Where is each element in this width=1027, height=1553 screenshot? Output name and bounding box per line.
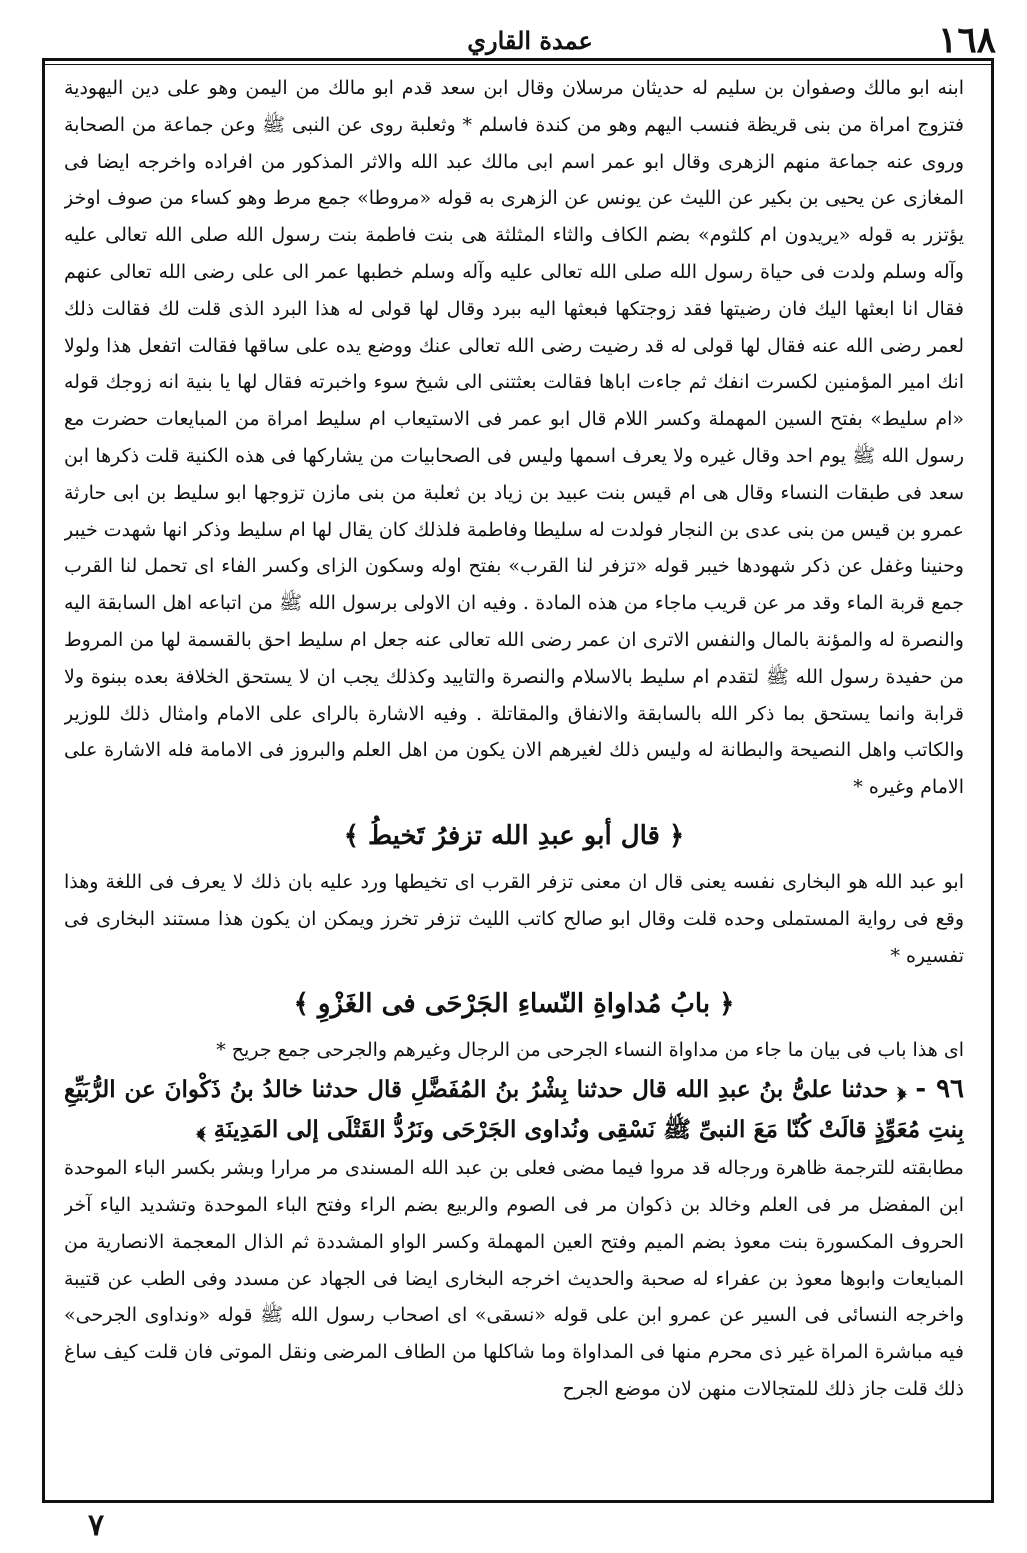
chapter-heading: ﴿ بابُ مُداواةِ النّساءِ الجَرْحَى فى الغَزْوِ ﴾ <box>293 989 735 1020</box>
page-body <box>64 70 964 1500</box>
commentary-paragraph-4: مطابقته للترجمة ظاهرة ورجاله قد مروا فيما مضى فعلى بن عبد الله المسندى مر مرارا وبشر بكسر الباء الموحدة ابن المفضل مر فى العلم وخالد بن ذكوان مر فى الصوم والربيع بضم الراء وفتح الباء الموحدة وتشديد الياء آخر الحروف المكسورة بنت معوذ بضم الميم وفتح العين المهملة وكسر الواو المشددة ثم الذال المعجمة الانصارية من المبايعات وابوها معوذ بن عفراء له صحبة والحديث اخرجه البخارى ايضا فى الجهاد عن مسدد وفى الطب عن قتيبة واخرجه النسائى فى السير عن عمرو ابن على قوله «نسقى» اى اصحاب رسول الله ﷺ قوله «ونداوى الجرحى» فيه مباشرة المراة غير ذى محرم منها فى المداواة وما شاكلها من الطاف المرضى ونقل الموتى فان قلت كيف ساغ ذلك قلت جاز ذلك للمتجالات منهن لان موضع الجرح <box>64 1157 964 1400</box>
hadith-block <box>64 1069 964 1150</box>
signature-mark: ٧ <box>88 1508 105 1543</box>
page-number: ١٦٨ <box>937 19 996 61</box>
page-header <box>60 19 1000 61</box>
commentary-paragraph-2: ابو عبد الله هو البخارى نفسه يعنى قال ان معنى تزفر القرب اى تخيطها ورد عليه بان ذلك لا يعرف فى اللغة وهذا وقع فى رواية المستملى وحده قلت وقال ابو صالح كاتب الليث تزفر تخرز ويمكن ان يكون هذا مستند البخارى فى تفسيره * <box>64 870 964 967</box>
hadith-number: ٩٦ - <box>915 1074 964 1105</box>
commentary-paragraph-1: ابنه ابو مالك وصفوان بن سليم له حديثان مرسلان وقال ابن سعد قدم ابو مالك من اليمن وهو على دين اليهودية فتزوج امراة من بنى قريظة فنسب اليهم وهو من كندة فاسلم * وثعلبة روى عن النبى ﷺ وعن جماعة من الصحابة وروى عنه جماعة منهم الزهرى وقال ابو عمر اسم ابى مالك عبد الله والاثر المذكور من افراده واخرجه ايضا فى المغازى عن يحيى بن بكير عن الليث عن يونس عن الزهرى به قوله «مروطا» جمع مرط وهو كساء من صوف اوخز يؤتزر به قوله «يريدون ام كلثوم» بضم الكاف والثاء المثلثة هى بنت فاطمة بنت رسول الله صلى الله تعالى عليه وآله وسلم ولدت فى حياة رسول الله صلى الله تعالى عليه وآله وسلم خطبها عمر الى على رضى الله تعالى عنهم فقال انا ابعثها اليك فان رضيتها فقد زوجتكها فبعثها اليه ببرد وقال لها قولى له هذا البرد الذى قلت لك فقالت ذلك لعمر رضى الله عنه فقال لها قولى له قد رضيت رضى الله تعالى عنك ووضع يده على ساقها فقالت اتفعل هذا ولولا انك امير المؤمنين لكسرت انفك ثم جاءت اباها فقالت بعثتنى الى شيخ سوء واخبرته فقال لها يا بنية انه زوجك قوله «ام سليط» بفتح السين المهملة وكسر اللام قال ابو عمر فى الاستيعاب ام سليط امراة من المبايعات حضرت مع رسول الله ﷺ يوم احد وقال غيره ولا يعرف اسمها وليس فى الصحابيات من يشاركها فى هذه الكنية قلت ذكرها ابن سعد فى طبقات النساء وقال هى ام قيس بنت عبيد بن زياد بن ثعلبة من بنى مازن تزوجها ابو سليط بن ابى حارثة عمرو بن قيس من بنى عدى بن النجار فولدت له سليطا وفاطمة فلذلك كان يقال لها ام سليط وذكر انها شهدت خيبر وحنينا وغفل عن ذكر شهودها خيبر قوله «تزفر لنا القرب» بفتح اوله وسكون الزاى وكسر الفاء اى تحمل لنا القرب جمع قربة الماء وقد مر عن قريب ماجاء من هذه المادة . وفيه ان الاولى برسول الله ﷺ من اتباعه اهل السابقة اليه والنصرة له والمؤنة بالمال والنفس الاترى ان عمر رضى الله تعالى عنه جعل ام سليط احق بالقسمة لها من المروط من حفيدة رسول الله ﷺ لتقدم ام سليط بالاسلام والنصرة والتاييد وكذلك يجب ان لا يستحق الخلافة بعده ببنوة ولا قرابة وانما يستحق بما ذكر الله بالسابقة والانفاق والمقاتلة . وفيه الاشارة بالراى على الامام وامثال ذلك للوزير والكاتب واهل النصيحة والبطانة له وليس ذلك لغيرهم الان يكون من اهل العلم والبروز فى الامامة فله الاشارة على الامام وغيره * <box>64 77 964 799</box>
commentary-paragraph-3: اى هذا باب فى بيان ما جاء من مداواة النساء الجرحى من الرجال وغيرهم والجرحى جمع جريح * <box>216 1039 964 1062</box>
hadith-text: ﴿ حدثنا علىُّ بنُ عبدِ الله قال حدثنا بِشْرُ بنُ المُفَضَّلِ قال حدثنا خالدُ بنُ ذَكْوانَ عن الرُّبَيِّعِ بِنتِ مُعَوِّذٍ قالَتْ كُنّا مَعَ النبىِّ ﷺ نَسْقِى ونُداوى الجَرْحَى ونَرُدُّ القَتْلَى إلى المَدِينَةِ ﴾ <box>64 1076 964 1144</box>
section-heading-1: ﴿ قال أبو عبدِ الله تزفرُ تَخيطُ ﴾ <box>343 820 685 851</box>
running-title: عمدة القاري <box>467 26 593 55</box>
